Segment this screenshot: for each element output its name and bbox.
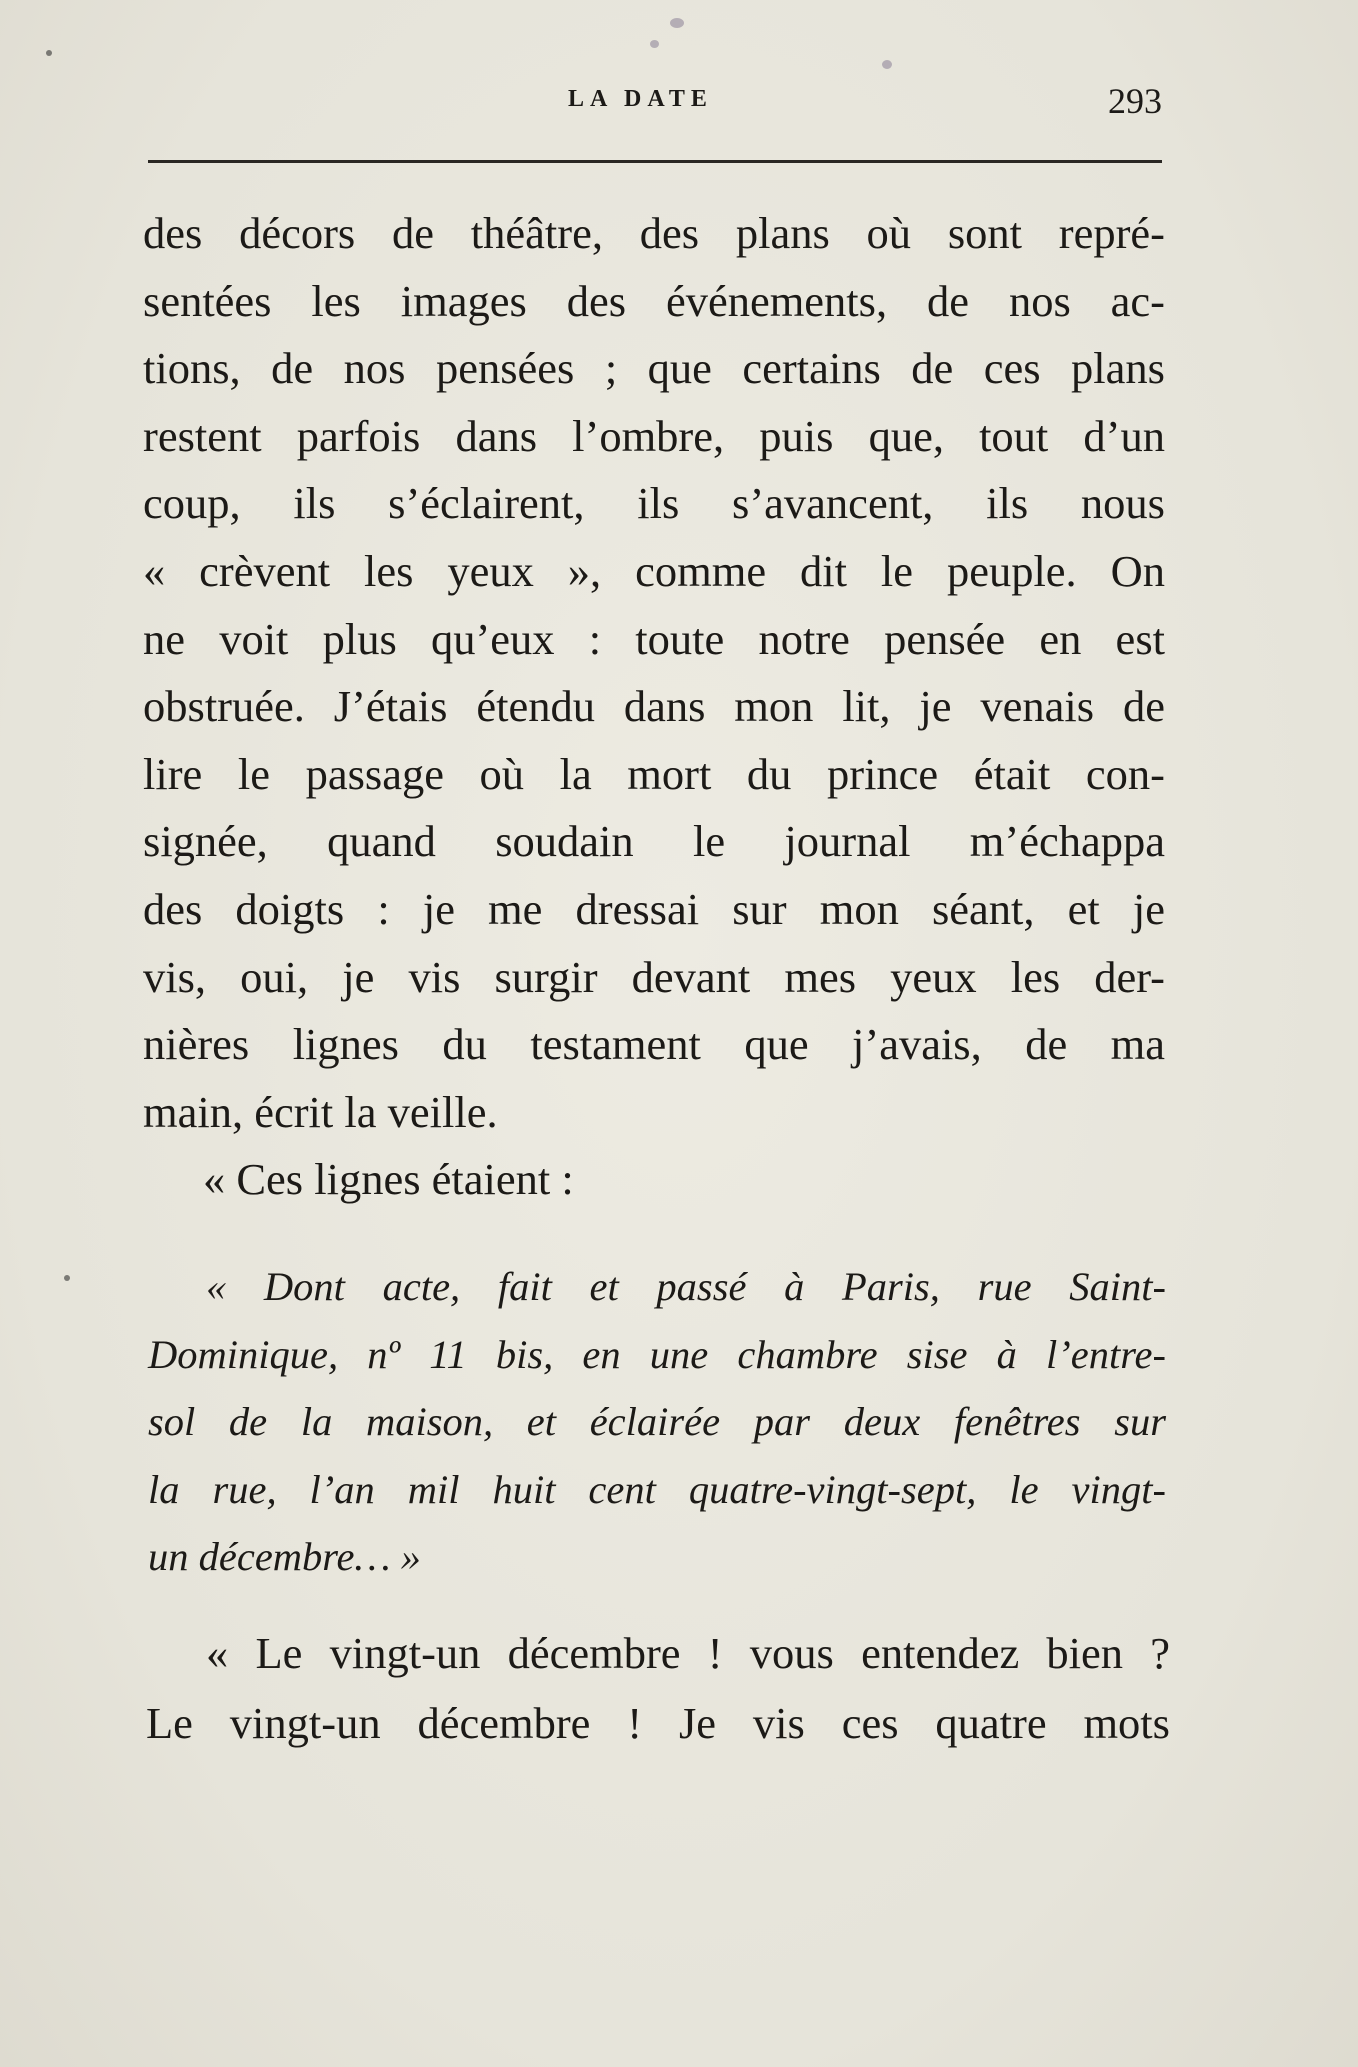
text-line: sentées les images des événements, de nos ac- bbox=[143, 275, 1165, 326]
text-line: obstruée. J’étais étendu dans mon lit, je venais de bbox=[143, 681, 1165, 732]
text-line: nières lignes du testament que j’avais, de ma bbox=[143, 1019, 1165, 1070]
text-line: tions, de nos pensées ; que certains de ces plans bbox=[143, 343, 1165, 394]
quote-line: la rue, l’an mil huit cent quatre-vingt-sept, le vingt- bbox=[148, 1466, 1166, 1512]
quote-line: sol de la maison, et éclairée par deux fenêtres sur bbox=[148, 1399, 1166, 1445]
ink-speck bbox=[46, 50, 52, 56]
ink-speck bbox=[650, 40, 659, 48]
ink-speck bbox=[882, 60, 892, 69]
quote-line: un décembre… » bbox=[148, 1534, 421, 1580]
text-line: des décors de théâtre, des plans où sont repré- bbox=[143, 208, 1165, 258]
text-line: « Ces lignes étaient : bbox=[203, 1154, 574, 1205]
quote-line: Dominique, nº 11 bis, en une chambre sise à l’entre- bbox=[148, 1331, 1166, 1377]
running-title: LA DATE bbox=[568, 86, 713, 112]
quoted-testament bbox=[148, 1253, 1166, 1591]
ink-speck bbox=[64, 1275, 70, 1281]
text-line: vis, oui, je vis surgir devant mes yeux les der- bbox=[143, 951, 1165, 1002]
main-paragraphs bbox=[143, 200, 1165, 1214]
text-line: restent parfois dans l’ombre, puis que, tout d’un bbox=[143, 410, 1165, 461]
running-head bbox=[148, 81, 1162, 126]
header-rule bbox=[148, 160, 1162, 163]
ink-speck bbox=[670, 18, 684, 28]
text-line: « Le vingt-un décembre ! vous entendez bien ? bbox=[206, 1628, 1170, 1678]
closing-paragraph bbox=[146, 1618, 1170, 1758]
text-line: main, écrit la veille. bbox=[143, 1086, 498, 1137]
text-line: lire le passage où la mort du prince était con- bbox=[143, 748, 1165, 799]
text-line: ne voit plus qu’eux : toute notre pensée en est bbox=[143, 613, 1165, 664]
page-number: 293 bbox=[1108, 81, 1162, 121]
text-line: des doigts : je me dressai sur mon séant, et je bbox=[143, 883, 1165, 934]
text-line: « crèvent les yeux », comme dit le peuple. On bbox=[143, 545, 1165, 596]
text-line: coup, ils s’éclairent, ils s’avancent, ils nous bbox=[143, 478, 1165, 529]
quote-line: « Dont acte, fait et passé à Paris, rue Saint- bbox=[206, 1264, 1166, 1309]
text-line: signée, quand soudain le journal m’échappa bbox=[143, 816, 1165, 867]
text-line: Le vingt-un décembre ! Je vis ces quatre mots bbox=[146, 1698, 1170, 1748]
